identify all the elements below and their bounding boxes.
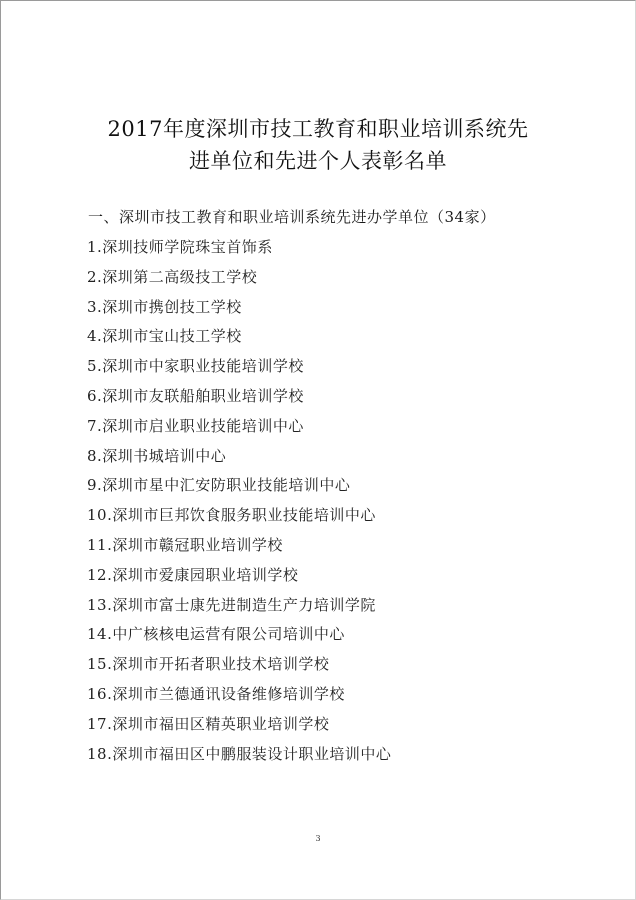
list-item: 1.深圳技师学院珠宝首饰系 [87, 238, 273, 256]
list-item: 9.深圳市星中汇安防职业技能培训中心 [87, 476, 351, 495]
list-item: 4.深圳市宝山技工学校 [87, 327, 242, 346]
list-item: 11.深圳市赣冠职业培训学校 [87, 535, 283, 554]
list-item: 2.深圳第二高级技工学校 [87, 267, 258, 286]
list-item: 14.中广核核电运营有限公司培训中心 [87, 625, 345, 644]
page-number: 3 [315, 834, 321, 843]
list-item: 17.深圳市福田区精英职业培训学校 [87, 714, 330, 733]
list-item: 5.深圳市中家职业技能培训学校 [87, 357, 304, 376]
list-item: 8.深圳书城培训中心 [87, 446, 227, 465]
list-item: 6.深圳市友联船舶职业培训学校 [87, 386, 304, 405]
list-item: 18.深圳市福田区中鹏服装设计职业培训中心 [87, 744, 392, 763]
document-title [41, 113, 595, 177]
list-item: 10.深圳市巨邦饮食服务职业技能培训中心 [87, 506, 376, 525]
list-item: 7.深圳市启业职业技能培训中心 [87, 416, 304, 435]
list-item: 16.深圳市兰德通讯设备维修培训学校 [87, 684, 345, 703]
list-item: 3.深圳市携创技工学校 [87, 297, 242, 316]
list-item: 15.深圳市开拓者职业技术培训学校 [87, 655, 330, 674]
document-title-line-2: 进单位和先进个人表彰名单 [189, 149, 447, 173]
document-title-line-1: 2017年度深圳市技工教育和职业培训系统先 [107, 117, 529, 141]
list-item: 13.深圳市富士康先进制造生产力培训学院 [87, 595, 376, 614]
unit-list [87, 237, 391, 773]
section-heading: 一、深圳市技工教育和职业培训系统先进办学单位（34家） [88, 208, 496, 226]
list-item: 12.深圳市爱康园职业培训学校 [87, 565, 299, 584]
